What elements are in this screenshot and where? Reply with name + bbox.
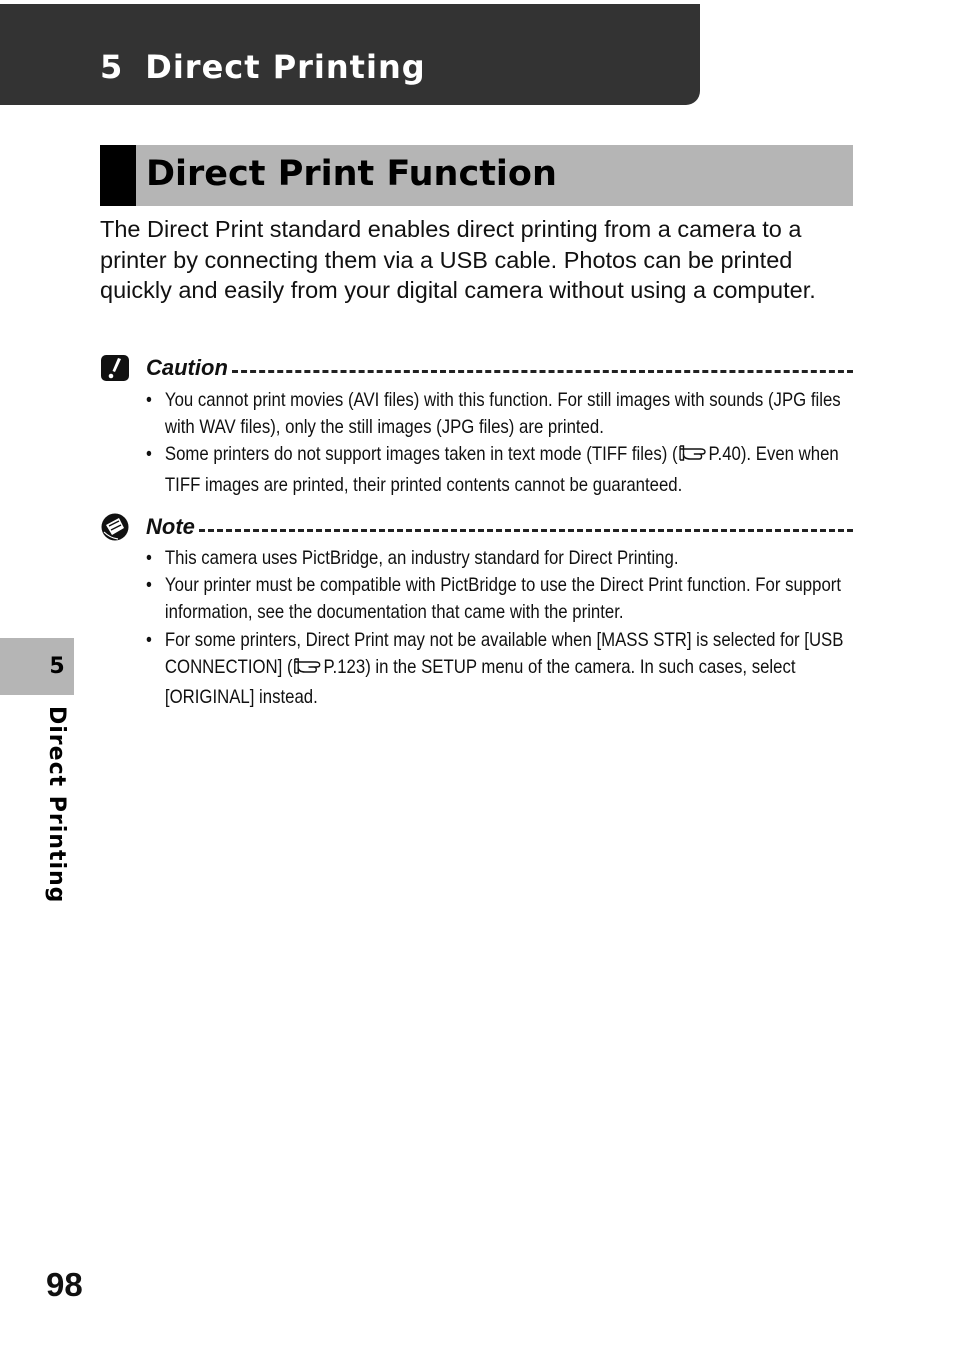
- section-title: Direct Print Function: [146, 154, 557, 194]
- section-header: [100, 145, 853, 206]
- note-label: Note: [146, 514, 195, 539]
- page-reference[interactable]: P.123: [323, 655, 366, 678]
- list-item: • For some printers, Direct Print may not be available when [MASS STR] is selected for [USB CONNECTION] ( P.123) in the SETUP menu of the camera. In such cases, select [ORIGINAL] instead.: [146, 627, 856, 712]
- note-divider: [199, 529, 853, 532]
- section-marker: [100, 145, 136, 206]
- list-item: • Some printers do not support images taken in text mode (TIFF files) ( P.40). Even when TIFF images are printed, their printed contents cannot be guaranteed.: [146, 441, 856, 498]
- caution-icon: [100, 353, 132, 383]
- caution-label: Caution: [146, 355, 228, 380]
- chapter-title: [100, 48, 426, 86]
- chapter-title-text: Direct Printing: [145, 48, 426, 86]
- reference-hand-icon: [678, 443, 707, 471]
- page-reference[interactable]: P.40: [708, 443, 741, 466]
- caution-divider: [232, 370, 853, 373]
- side-chapter-tab: [0, 638, 74, 695]
- intro-paragraph: The Direct Print standard enables direct printing from a camera to a printer by connecting them via a USB cable. Photos can be printed quickly and easily from your digital camera without using a computer.: [100, 216, 816, 304]
- chapter-number: 5: [100, 48, 124, 86]
- note-heading: [100, 512, 853, 542]
- list-item: • You cannot print movies (AVI files) with this function. For still images with sounds (JPG files with WAV files), only the still images (JPG files) are printed.: [146, 387, 856, 441]
- list-item: • Your printer must be compatible with PictBridge to use the Direct Print function. For support information, see the documentation that came with the printer.: [146, 572, 856, 626]
- caution-list: [146, 387, 856, 499]
- note-list: [146, 545, 856, 711]
- page-number: 98: [46, 1266, 83, 1303]
- reference-hand-icon: [293, 656, 322, 684]
- side-tab-label: Direct Printing: [44, 706, 69, 904]
- caution-heading: [100, 353, 853, 383]
- list-item: • This camera uses PictBridge, an industry standard for Direct Printing.: [146, 545, 856, 572]
- side-tab-number: 5: [49, 654, 65, 679]
- note-icon: [100, 512, 132, 542]
